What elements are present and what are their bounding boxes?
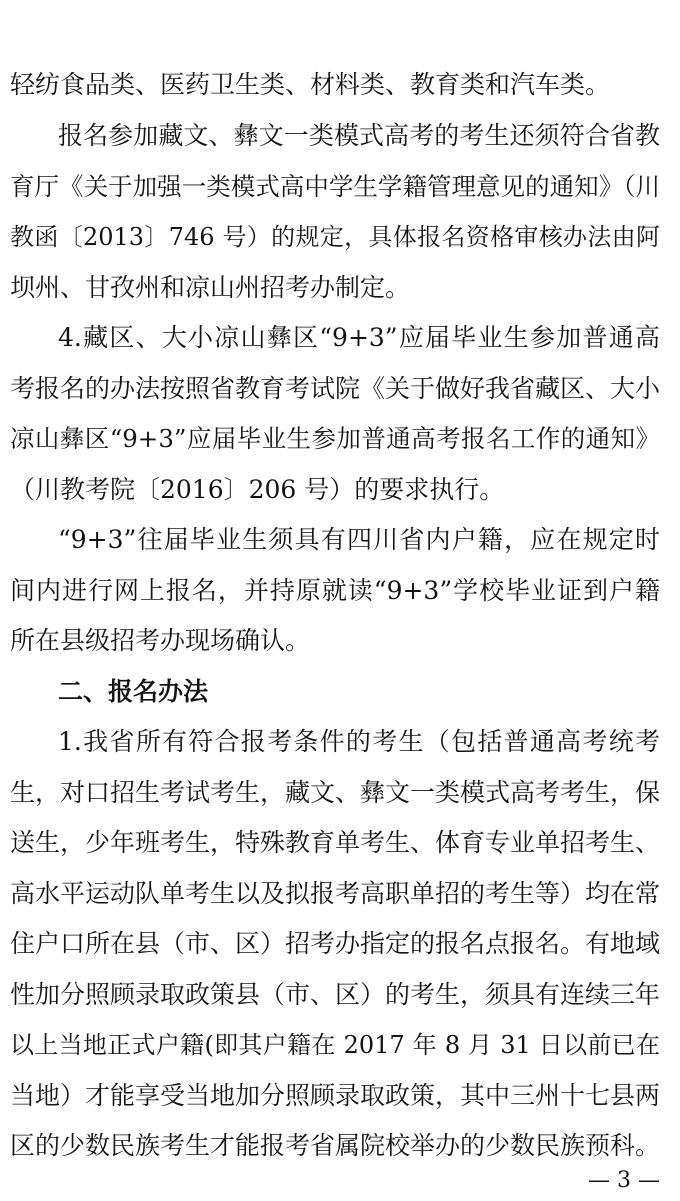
paragraph-line: 考报名的办法按照省教育考试院《关于做好我省藏区、大小 [10, 374, 661, 403]
paragraph-line: 教函〔2013〕746 号）的规定，具体报名资格审核办法由阿 [10, 223, 660, 251]
paragraph-line: 凉山彝区“9+3”应届毕业生参加普通高考报名工作的通知》 [10, 424, 660, 453]
paragraph-line: 住户口所在县（市、区）招考办指定的报名点报名。有地域 [10, 929, 661, 958]
paragraph-line: （川教考院〔2016〕206 号）的要求执行。 [10, 475, 505, 504]
paragraph-line: 报名参加藏文、彝文一类模式高考的考生还须符合省教 [58, 121, 660, 150]
paragraph-line: 间内进行网上报名，并持原就读“9+3”学校毕业证到户籍 [10, 576, 660, 605]
page-number: — 3 — [588, 1168, 660, 1193]
paragraph-line: 4.藏区、大小凉山彝区“9+3”应届毕业生参加普通高 [58, 323, 660, 352]
section-heading: 二、报名办法 [58, 677, 209, 706]
paragraph-line: 以上当地正式户籍(即其户籍在 2017 年 8 月 31 日以前已在 [10, 1031, 660, 1059]
paragraph-line: 性加分照顾录取政策县（市、区）的考生，须具有连续三年 [10, 980, 661, 1009]
paragraph-line: 坝州、甘孜州和凉山州招考办制定。 [10, 273, 411, 302]
paragraph-line: “9+3”往届毕业生须具有四川省内户籍，应在规定时 [58, 525, 660, 554]
paragraph-line: 区的少数民族考生才能报考省属院校举办的少数民族预科。 [10, 1131, 661, 1160]
paragraph-line: 1.我省所有符合报考条件的考生（包括普通高考统考 [58, 727, 660, 756]
paragraph-line: 育厅《关于加强一类模式高中学生学籍管理意见的通知》（川 [10, 172, 660, 201]
paragraph-line: 当地）才能享受当地加分照顾录取政策，其中三州十七县两 [10, 1081, 661, 1110]
paragraph-line: 送生，少年班考生，特殊教育单考生、体育专业单招考生、 [10, 828, 661, 857]
paragraph-line: 生，对口招生考试考生，藏文、彝文一类模式高考考生，保 [10, 778, 661, 807]
paragraph-line: 所在县级招考办现场确认。 [10, 626, 311, 655]
paragraph-line: 轻纺食品类、医药卫生类、材料类、教育类和汽车类。 [10, 70, 611, 99]
paragraph-line: 高水平运动队单考生以及拟报考高职单招的考生等）均在常 [10, 879, 661, 908]
